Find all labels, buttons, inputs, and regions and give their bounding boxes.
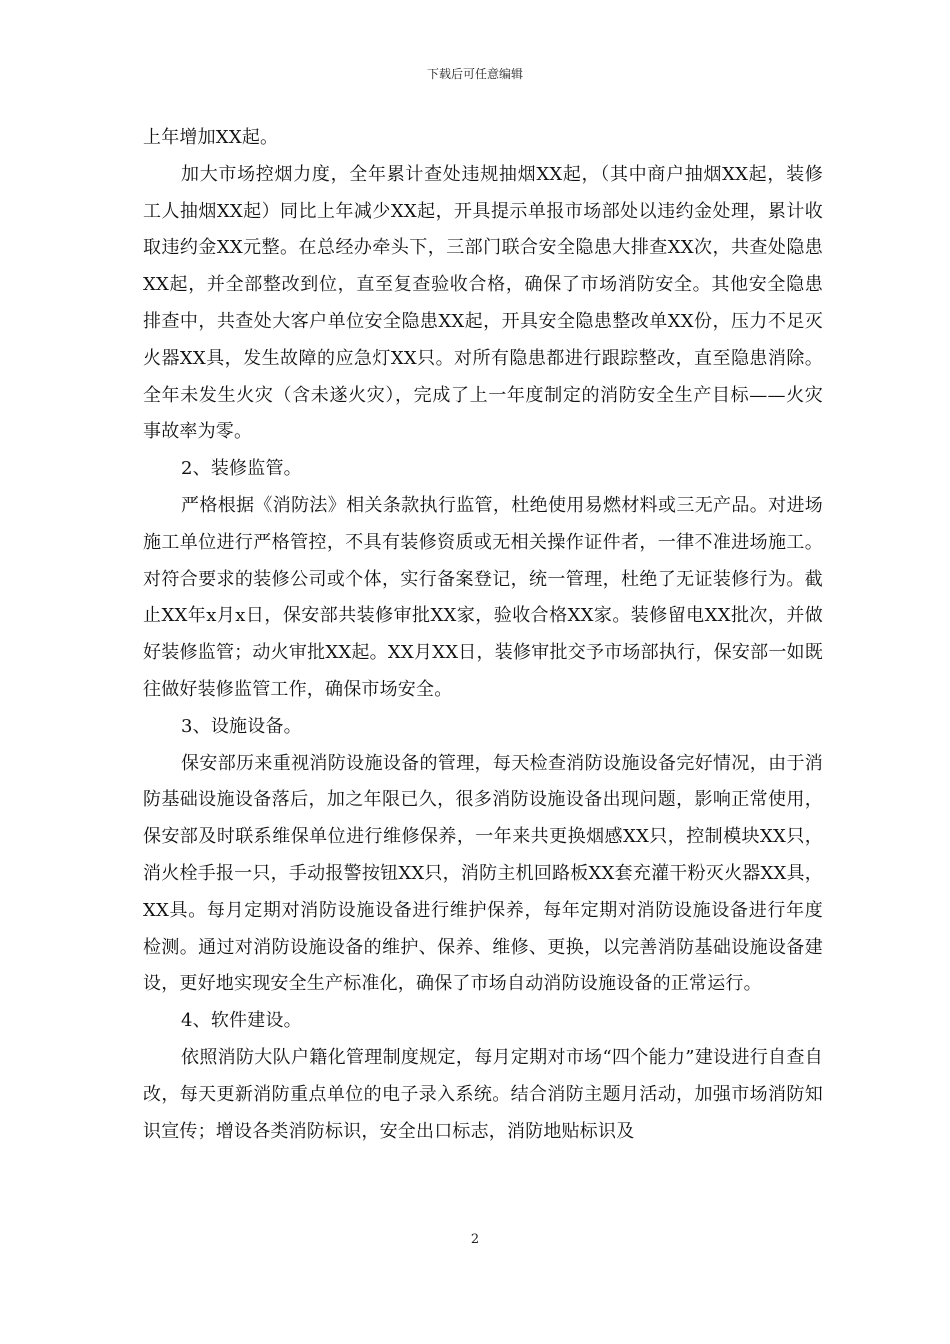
section-heading-renovation: 2、装修监管。 [181, 458, 302, 480]
paragraph-continuation: 上年增加XX起。 [143, 127, 279, 148]
section-heading-software: 4、软件建设。 [181, 1010, 302, 1032]
paragraph-software: 依照消防大队户籍化管理制度规定，每月定期对市场“四个能力”建设进行自查自改，每天更新消防重点单位的电子录入系统。结合消防主题月活动，加强市场消防知识宣传；增设各类消防标识，安全出口标志，消防地贴标识及 [143, 1046, 823, 1142]
page-header: 下载后可任意编辑 [426, 67, 523, 81]
paragraph-smoking-control: 加大市场控烟力度，全年累计查处违规抽烟XX起，（其中商户抽烟XX起，装修工人抽烟XX起）同比上年减少XX起，开具提示单报市场部处以违约金处理，累计收取违约金XX元整。在总经办牵头下，三部门联合安全隐患大排查XX次，共查处隐患XX起，并全部整改到位，直至复查验收合格，确保了市场消防安全。其他安全隐患排查中，共查处大客户单位安全隐患XX起，开具安全隐患整改单XX份，压力不足灭火器XX具，发生故障的应急灯XX只。对所有隐患都进行跟踪整改，直至隐患消除。全年未发生火灾（含未遂火灾），完成了上一年度制定的消防安全生产目标——火灾事故率为零。 [143, 163, 823, 443]
section-heading-facilities: 3、设施设备。 [181, 715, 302, 737]
paragraph-renovation: 严格根据《消防法》相关条款执行监管，杜绝使用易燃材料或三无产品。对进场施工单位进行严格管控，不具有装修资质或无相关操作证件者，一律不准进场施工。对符合要求的装修公司或个体，实行备案登记，统一管理，杜绝了无证装修行为。截止XX年x月x日，保安部共装修审批XX家，验收合格XX家。装修留电XX批次，并做好装修监管；动火审批XX起。XX月XX日，装修审批交予市场部执行，保安部一如既往做好装修监管工作，确保市场安全。 [143, 494, 823, 700]
document-body [143, 120, 823, 1150]
paragraph-facilities: 保安部历来重视消防设施设备的管理，每天检查消防设施设备完好情况，由于消防基础设施设备落后，加之年限已久，很多消防设施设备出现问题，影响正常使用，保安部及时联系维保单位进行维修保养，一年来共更换烟感XX只，控制模块XX只，消火栓手报一只，手动报警按钮XX只，消防主机回路板XX套充灌干粉灭火器XX具，XX具。每月定期对消防设施设备进行维护保养，每年定期对消防设施设备进行年度检测。通过对消防设施设备的维护、保养、维修、更换，以完善消防基础设施设备建设，更好地实现安全生产标准化，确保了市场自动消防设施设备的正常运行。 [143, 752, 823, 995]
page-number: 2 [470, 1232, 480, 1247]
